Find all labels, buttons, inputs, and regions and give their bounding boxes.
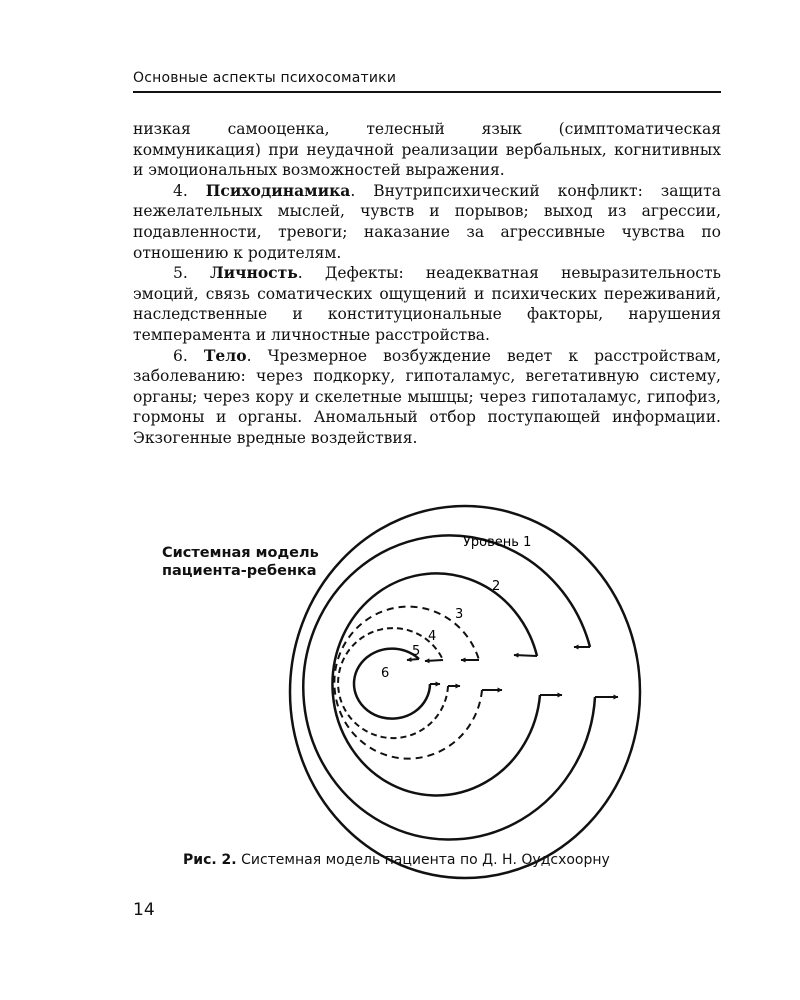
paragraph-continuation: низкая самооценка, телесный язык (симптоматическая коммуникация) при неудачной реализации вербальных, когнитивных и эмоциональных возможностей выражения. — [133, 120, 721, 180]
level-3-label: 3 — [455, 607, 464, 622]
item-term: Тело — [203, 345, 247, 365]
item-term: Психодинамика — [205, 180, 351, 200]
level-3-arrow-top — [514, 655, 537, 656]
item-term: Личность — [209, 263, 298, 283]
caption-text: Системная модель пациента по Д. Н. Оудсхоорну — [236, 852, 610, 868]
running-head: Основные аспекты психосоматики — [133, 70, 721, 93]
item-number: 5. — [173, 264, 188, 283]
item-text: . Дефекты: неадекватная невыразительность эмоций, связь соматических ощущений и психических переживаний, наследственные и конституциональные факторы, нарушения темперамента и личностные расстройства. — [133, 264, 721, 344]
level-6-label: 6 — [381, 666, 390, 681]
level-6-arrow-top — [407, 659, 419, 660]
level-2-label: 2 — [492, 579, 501, 594]
caption-label: Рис. 2. — [183, 852, 237, 868]
level-5-label: 5 — [412, 644, 421, 659]
level-1-oval — [290, 506, 640, 878]
item-number: 4. — [173, 181, 188, 200]
figure-title-line-1: Системная модель — [162, 545, 319, 561]
figure-title-line-2: пациента-ребенка — [162, 563, 317, 579]
level-4-label: 4 — [428, 629, 437, 644]
item-number: 6. — [173, 346, 188, 365]
level-5-arrow-top — [425, 660, 443, 661]
item-text: . Внутрипсихический конфликт: защита нежелательных мыслей, чувств и порывов; выход из агрессии, подавленности, тревоги; наказание за агрессивные чувства по отношению к родителям. — [133, 181, 722, 262]
level-1-label: Уровень 1 — [463, 535, 532, 550]
item-text: . Чрезмерное возбуждение ведет к расстройствам, заболеванию: через подкорку, гипоталамус, вегетативную систему, органы; через кору и скелетные мышцы; через гипоталамус, гипофиз, гормоны и органы. Аномальный отбор поступающей информации. Экзогенные вредные воздействия. — [133, 346, 721, 447]
page-number: 14 — [133, 900, 155, 920]
figure-caption — [183, 852, 610, 868]
